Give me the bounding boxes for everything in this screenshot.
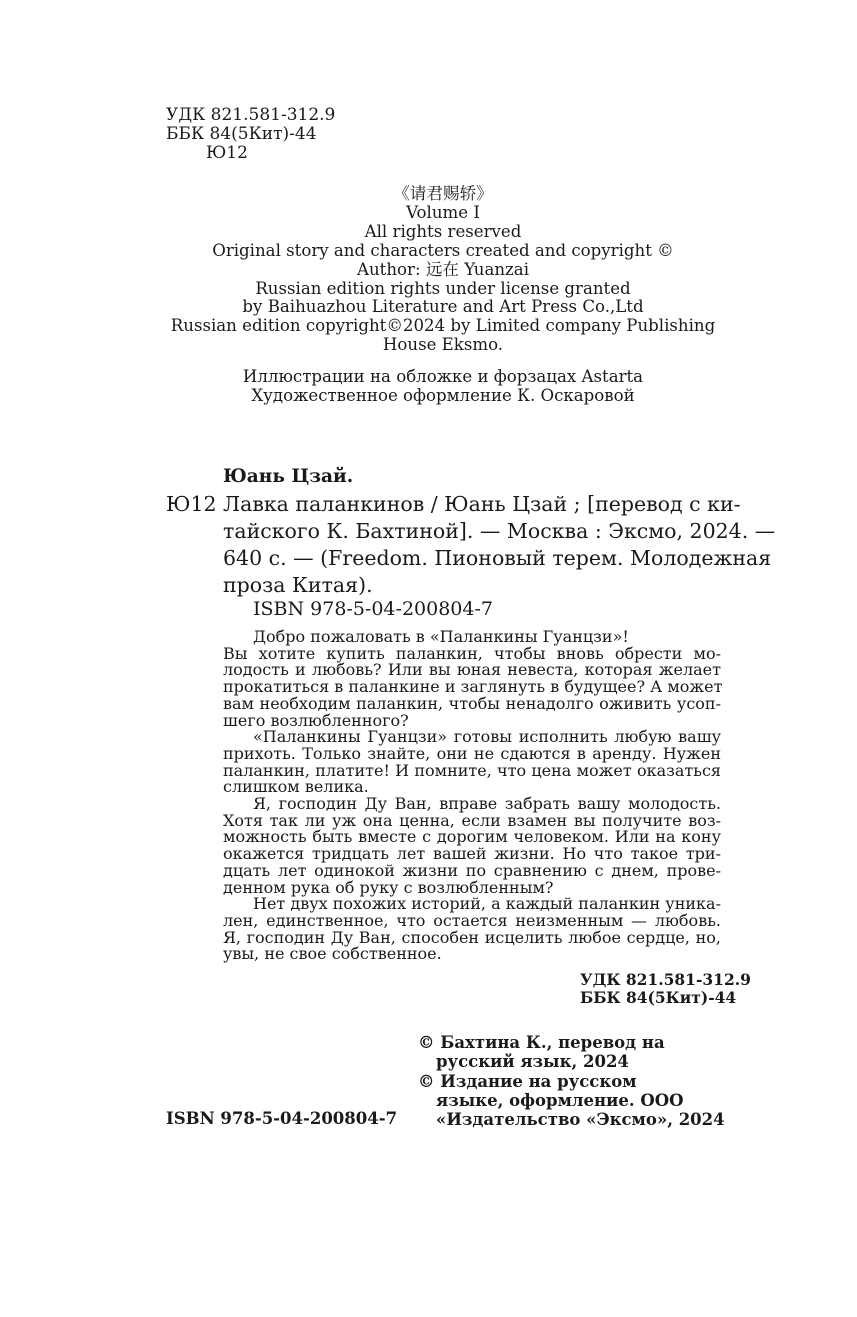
annotation-line: прихоть. Только знайте, они не сдаются в аренду. Нужен — [223, 743, 721, 763]
author-sign: Ю12 — [206, 143, 248, 163]
library-codes-top — [166, 106, 335, 163]
annotation-line: можность быть вместе с дорогим человеком. Или на кону — [223, 827, 721, 847]
annotation-line: шего возлюбленного? — [223, 710, 409, 730]
copyright-line: Original story and characters created and copyright © — [212, 240, 674, 260]
bibliographic-line: тайского К. Бахтиной]. — Москва : Эксмо, 2024. — — [223, 519, 776, 543]
licensor-line: by Baihuazhou Literature and Art Press Co.,Ltd — [242, 297, 644, 317]
annotation-line: увы, не свое собственное. — [223, 944, 442, 964]
annotation — [223, 629, 721, 963]
copyright-notices — [418, 1033, 725, 1129]
udk-code: УДК 821.581-312.9 — [166, 105, 336, 125]
copyright-notice-english — [150, 185, 736, 355]
annotation-line: вам необходим паланкин, чтобы ненадолго оживить усоп- — [223, 693, 721, 713]
annotation-line: Я, господин Ду Ван, вправе забрать вашу молодость. — [253, 794, 721, 814]
bbk-code: ББК 84(5Кит)-44 — [166, 124, 317, 144]
bbk-code-bottom: ББК 84(5Кит)-44 — [580, 988, 737, 1007]
library-codes-bottom — [580, 971, 751, 1007]
isbn-bottom: ISBN 978-5-04-200804-7 — [166, 1109, 398, 1128]
translation-copyright-cont: русский язык, 2024 — [436, 1052, 629, 1072]
bibliographic-line: проза Китая). — [223, 573, 373, 597]
original-title: 《请君赐轿》 — [393, 184, 493, 203]
annotation-line: слишком велика. — [223, 777, 369, 797]
annotation-line: Добро пожаловать в «Паланкины Гуанцзи»! — [253, 627, 629, 646]
annotation-line: Хотя так ли уж она ценна, если взамен вы получите воз- — [223, 810, 721, 830]
edition-copyright-cont: языке, оформление. ООО — [436, 1090, 684, 1110]
design-credit: Художественное оформление К. Оскаровой — [251, 386, 635, 405]
bibliographic-code: Ю12 — [166, 492, 217, 516]
annotation-line: паланкин, платите! И помните, что цена может оказаться — [223, 760, 721, 780]
bibliographic-author: Юань Цзай. — [223, 466, 354, 487]
volume-line: Volume I — [406, 202, 480, 222]
udk-code-bottom: УДК 821.581-312.9 — [580, 970, 751, 989]
annotation-line: Нет двух похожих историй, а каждый паланкин уника- — [253, 894, 721, 914]
illustration-credits — [150, 367, 736, 405]
annotation-line: дцать лет одинокой жизни по сравнению с днем, прове- — [223, 860, 721, 880]
annotation-line: окажется тридцать лет вашей жизни. Но что такое три- — [223, 844, 721, 864]
annotation-line: лодость и любовь? Или вы юная невеста, которая желает — [223, 660, 721, 680]
annotation-line: «Паланкины Гуанцзи» готовы исполнить любую вашу — [253, 727, 721, 747]
annotation-line: Вы хотите купить паланкин, чтобы вновь обрести мо- — [223, 643, 721, 663]
bibliographic-line: 640 с. — (Freedom. Пионовый терем. Молодежная — [223, 546, 772, 570]
edition-copyright-line: Russian edition copyright©2024 by Limited company Publishing — [170, 316, 716, 336]
publisher-line: House Eksmo. — [382, 335, 504, 355]
edition-copyright: © Издание на русском — [418, 1071, 637, 1091]
bibliographic-isbn: ISBN 978-5-04-200804-7 — [253, 598, 493, 620]
license-line: Russian edition rights under license granted — [255, 278, 631, 298]
bibliographic-description — [223, 491, 776, 599]
translation-copyright: © Бахтина К., перевод на — [418, 1033, 665, 1052]
annotation-line: Я, господин Ду Ван, способен исцелить любое сердце, но, — [223, 927, 721, 947]
annotation-line: денном рука об руку с возлюбленным? — [223, 877, 554, 897]
annotation-line: прокатиться в паланкине и заглянуть в будущее? А может — [223, 677, 723, 697]
rights-reserved-line: All rights reserved — [364, 221, 522, 241]
illustration-credit: Иллюстрации на обложке и форзацах Astarta — [242, 367, 644, 386]
edition-copyright-publisher: «Издательство «Эксмо», 2024 — [436, 1110, 725, 1130]
annotation-line: лен, единственное, что остается неизменным — любовь. — [223, 910, 721, 930]
author-line: Author: 远在 Yuanzai — [357, 259, 529, 279]
bibliographic-line: Лавка паланкинов / Юань Цзай ; [перевод с ки- — [223, 492, 741, 516]
